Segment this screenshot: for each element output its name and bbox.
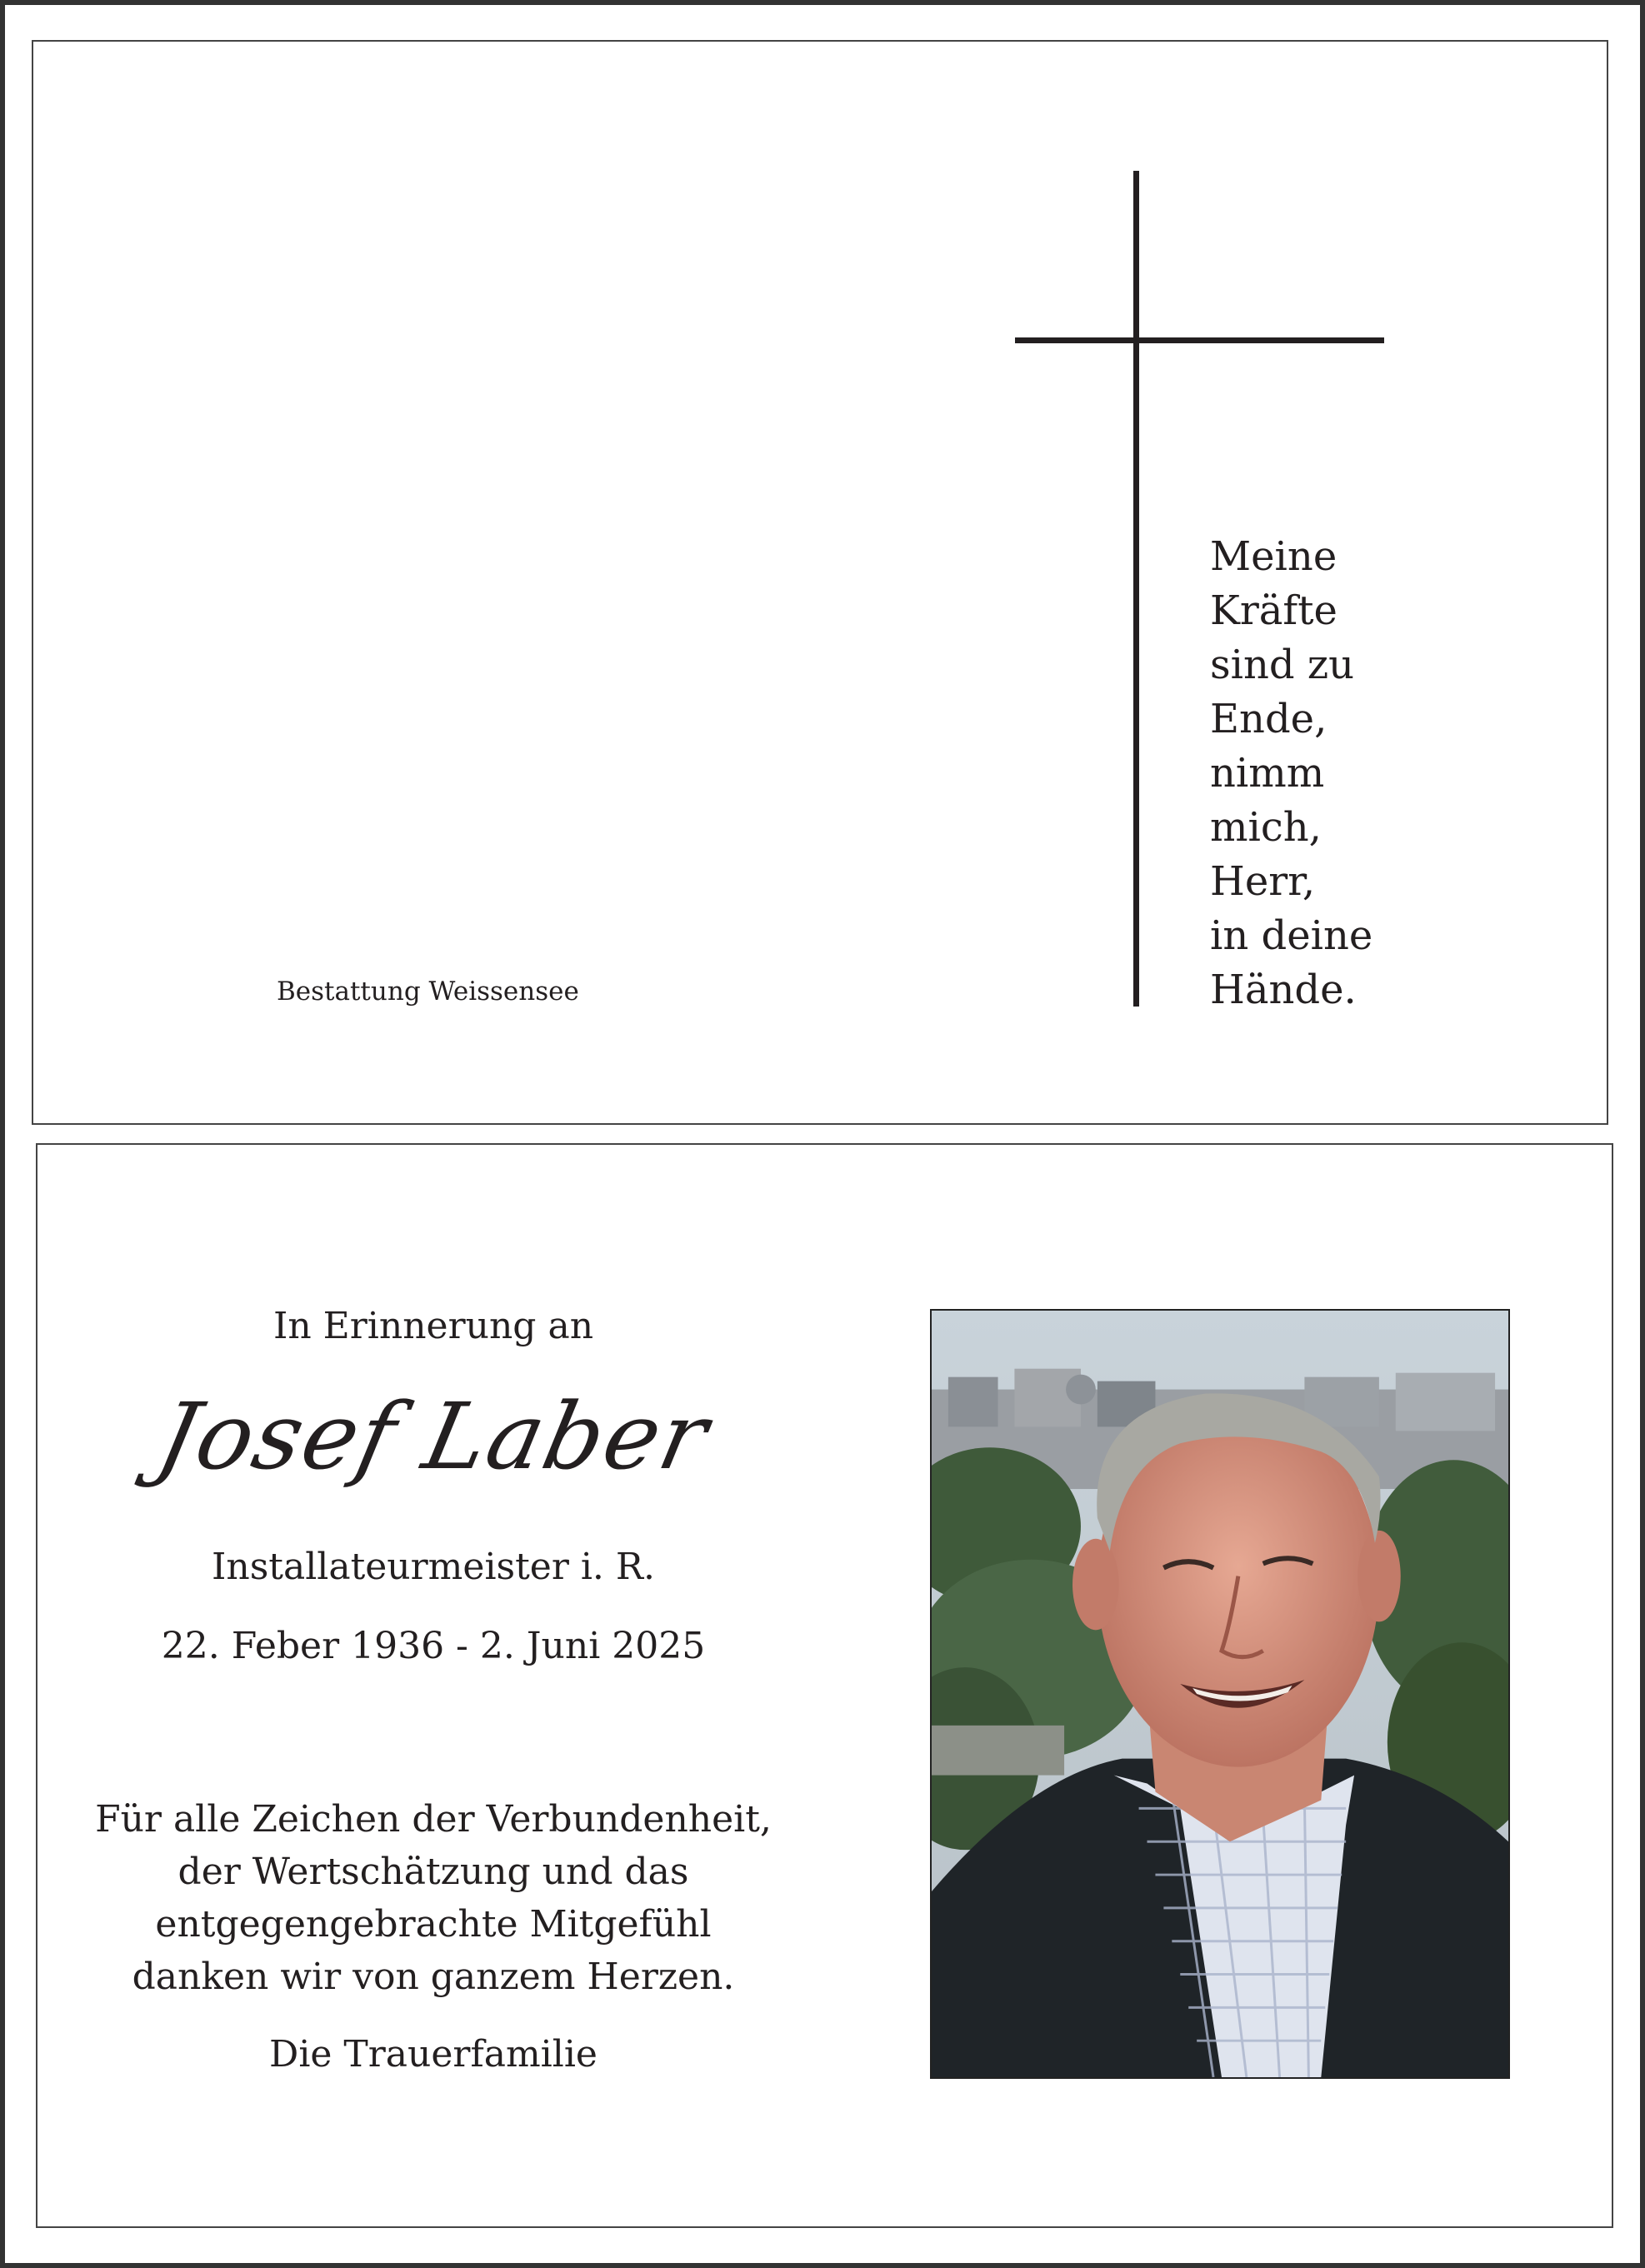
funeral-home-credit: Bestattung Weissensee (277, 977, 579, 1007)
portrait-photo (930, 1309, 1510, 2079)
verse-line: Meine (1210, 533, 1338, 580)
verse-line: nimm (1210, 750, 1325, 797)
verse-line: Ende, (1210, 696, 1328, 742)
thanks-line: der Wertschätzung und das (178, 1851, 689, 1893)
verse-line: Kräfte (1210, 587, 1338, 634)
life-dates: 22. Feber 1936 - 2. Juni 2025 (161, 1625, 706, 1667)
verse-line: in deine (1210, 912, 1373, 959)
cross-horizontal-beam (1015, 337, 1384, 343)
thanks-line: danken wir von ganzem Herzen. (132, 1956, 735, 1998)
profession: Installateurmeister i. R. (212, 1546, 655, 1588)
thanks-line: entgegengebrachte Mitgefühl (155, 1903, 712, 1946)
verse-line: mich, (1210, 804, 1322, 851)
portrait-illustration (932, 1311, 1508, 2077)
cross-vertical-beam (1133, 171, 1139, 1007)
thanks-line: Für alle Zeichen der Verbundenheit, (95, 1798, 772, 1841)
verse-line: Herr, (1210, 858, 1316, 905)
verse-line: Hände. (1210, 967, 1357, 1013)
thanks-message (83, 1793, 783, 2003)
verse-line: sind zu (1210, 642, 1355, 688)
verse (1210, 530, 1460, 1017)
signature: Die Trauerfamilie (269, 2033, 598, 2076)
deceased-name: Josef Laber (148, 1383, 718, 1490)
intro-text: In Erinnerung an (272, 1305, 594, 1347)
